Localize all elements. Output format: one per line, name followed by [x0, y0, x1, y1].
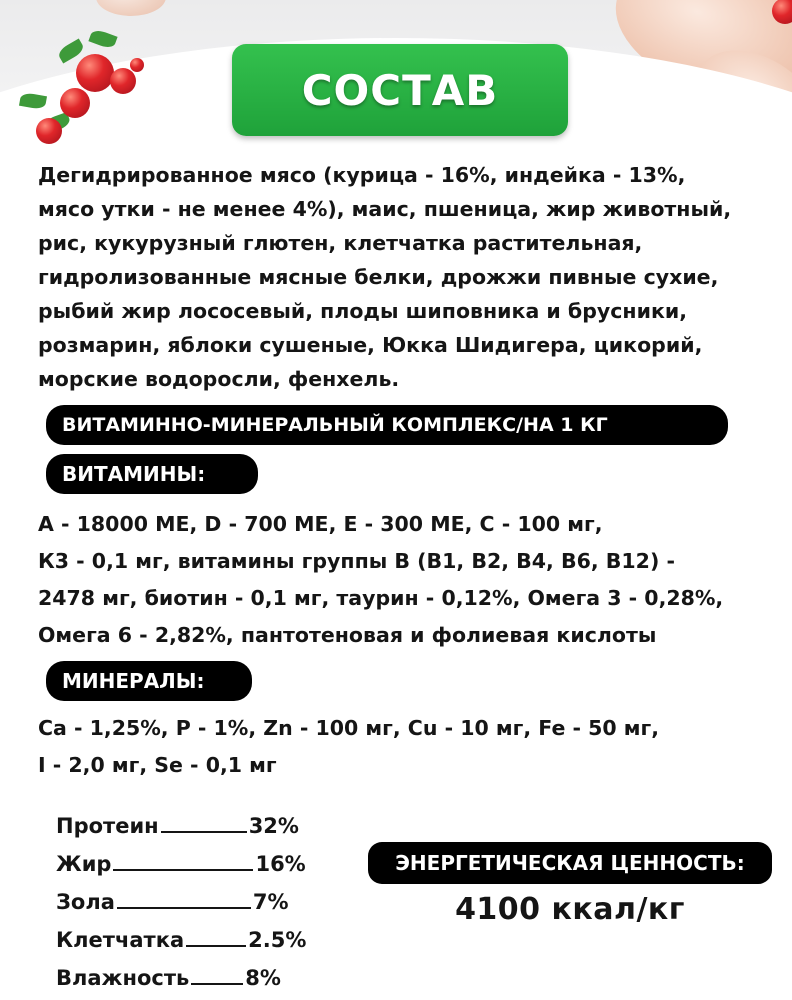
- nutrition-row: [56, 952, 356, 990]
- nutrition-label: Клетчатка: [56, 928, 185, 952]
- leader-line: [186, 945, 246, 947]
- vitamins-line: Омега 6 - 2,82%, пантотеновая и фолиевая кислоты: [38, 623, 657, 647]
- composition-line: рис, кукурузный глютен, клетчатка растительная,: [38, 231, 643, 255]
- nutrition-value: 32%: [248, 814, 299, 838]
- nutrition-value: 16%: [255, 852, 306, 876]
- nutrition-row: [56, 838, 356, 876]
- nutrition-label: Влажность: [56, 966, 190, 990]
- minerals-heading: [46, 661, 252, 701]
- minerals-text: [38, 710, 778, 784]
- nutrition-label: Зола: [56, 890, 115, 914]
- vitamins-text: [38, 506, 778, 654]
- composition-text: [38, 158, 778, 396]
- minerals-line: I - 2,0 мг, Se - 0,1 мг: [38, 753, 277, 777]
- nutrition-label: Протеин: [56, 814, 159, 838]
- title-badge: [232, 44, 568, 136]
- vitamin-complex-label: ВИТАМИННО-МИНЕРАЛЬНЫЙ КОМПЛЕКС/НА 1 КГ: [62, 414, 608, 436]
- minerals-line: Са - 1,25%, Р - 1%, Zn - 100 мг, Cu - 10 мг, Fe - 50 мг,: [38, 716, 660, 740]
- page-title: СОСТАВ: [301, 65, 499, 115]
- nutrition-table: [56, 800, 356, 990]
- composition-line: гидролизованные мясные белки, дрожжи пивные сухие,: [38, 265, 719, 289]
- composition-line: Дегидрированное мясо (курица - 16%, индейка - 13%,: [38, 163, 686, 187]
- leader-line: [161, 831, 247, 833]
- rosehip-berries-image: [14, 32, 154, 152]
- leader-line: [113, 869, 253, 871]
- composition-line: мясо утки - не менее 4%), маис, пшеница, жир животный,: [38, 197, 732, 221]
- composition-line: розмарин, яблоки сушеные, Юкка Шидигера, цикорий,: [38, 333, 703, 357]
- nutrition-value: 8%: [245, 966, 281, 990]
- vitamins-line: К3 - 0,1 мг, витамины группы В (В1, В2, В4, В6, В12) -: [38, 549, 675, 573]
- minerals-label: МИНЕРАЛЫ:: [62, 669, 205, 693]
- energy-value: 4100 ккал/кг: [455, 892, 685, 927]
- nutrition-label: Жир: [56, 852, 112, 876]
- nutrition-row: [56, 914, 356, 952]
- nutrition-row: [56, 800, 356, 838]
- composition-line: рыбий жир лососевый, плоды шиповника и брусники,: [38, 299, 688, 323]
- energy-label: ЭНЕРГЕТИЧЕСКАЯ ЦЕННОСТЬ:: [395, 851, 745, 875]
- vitamin-complex-heading: [46, 405, 728, 445]
- nutrition-value: 2.5%: [248, 928, 307, 952]
- vitamins-label: ВИТАМИНЫ:: [62, 462, 206, 486]
- vitamins-heading: [46, 454, 258, 494]
- nutrition-value: 7%: [252, 890, 289, 914]
- composition-line: морские водоросли, фенхель.: [38, 367, 400, 391]
- vitamins-line: А - 18000 МЕ, D - 700 МЕ, Е - 300 МЕ, С - 100 мг,: [38, 512, 603, 536]
- energy-heading: [368, 842, 772, 884]
- leader-line: [117, 907, 251, 909]
- nutrition-row: [56, 876, 356, 914]
- leader-line: [191, 983, 243, 985]
- vitamins-line: 2478 мг, биотин - 0,1 мг, таурин - 0,12%, Омега 3 - 0,28%,: [38, 586, 724, 610]
